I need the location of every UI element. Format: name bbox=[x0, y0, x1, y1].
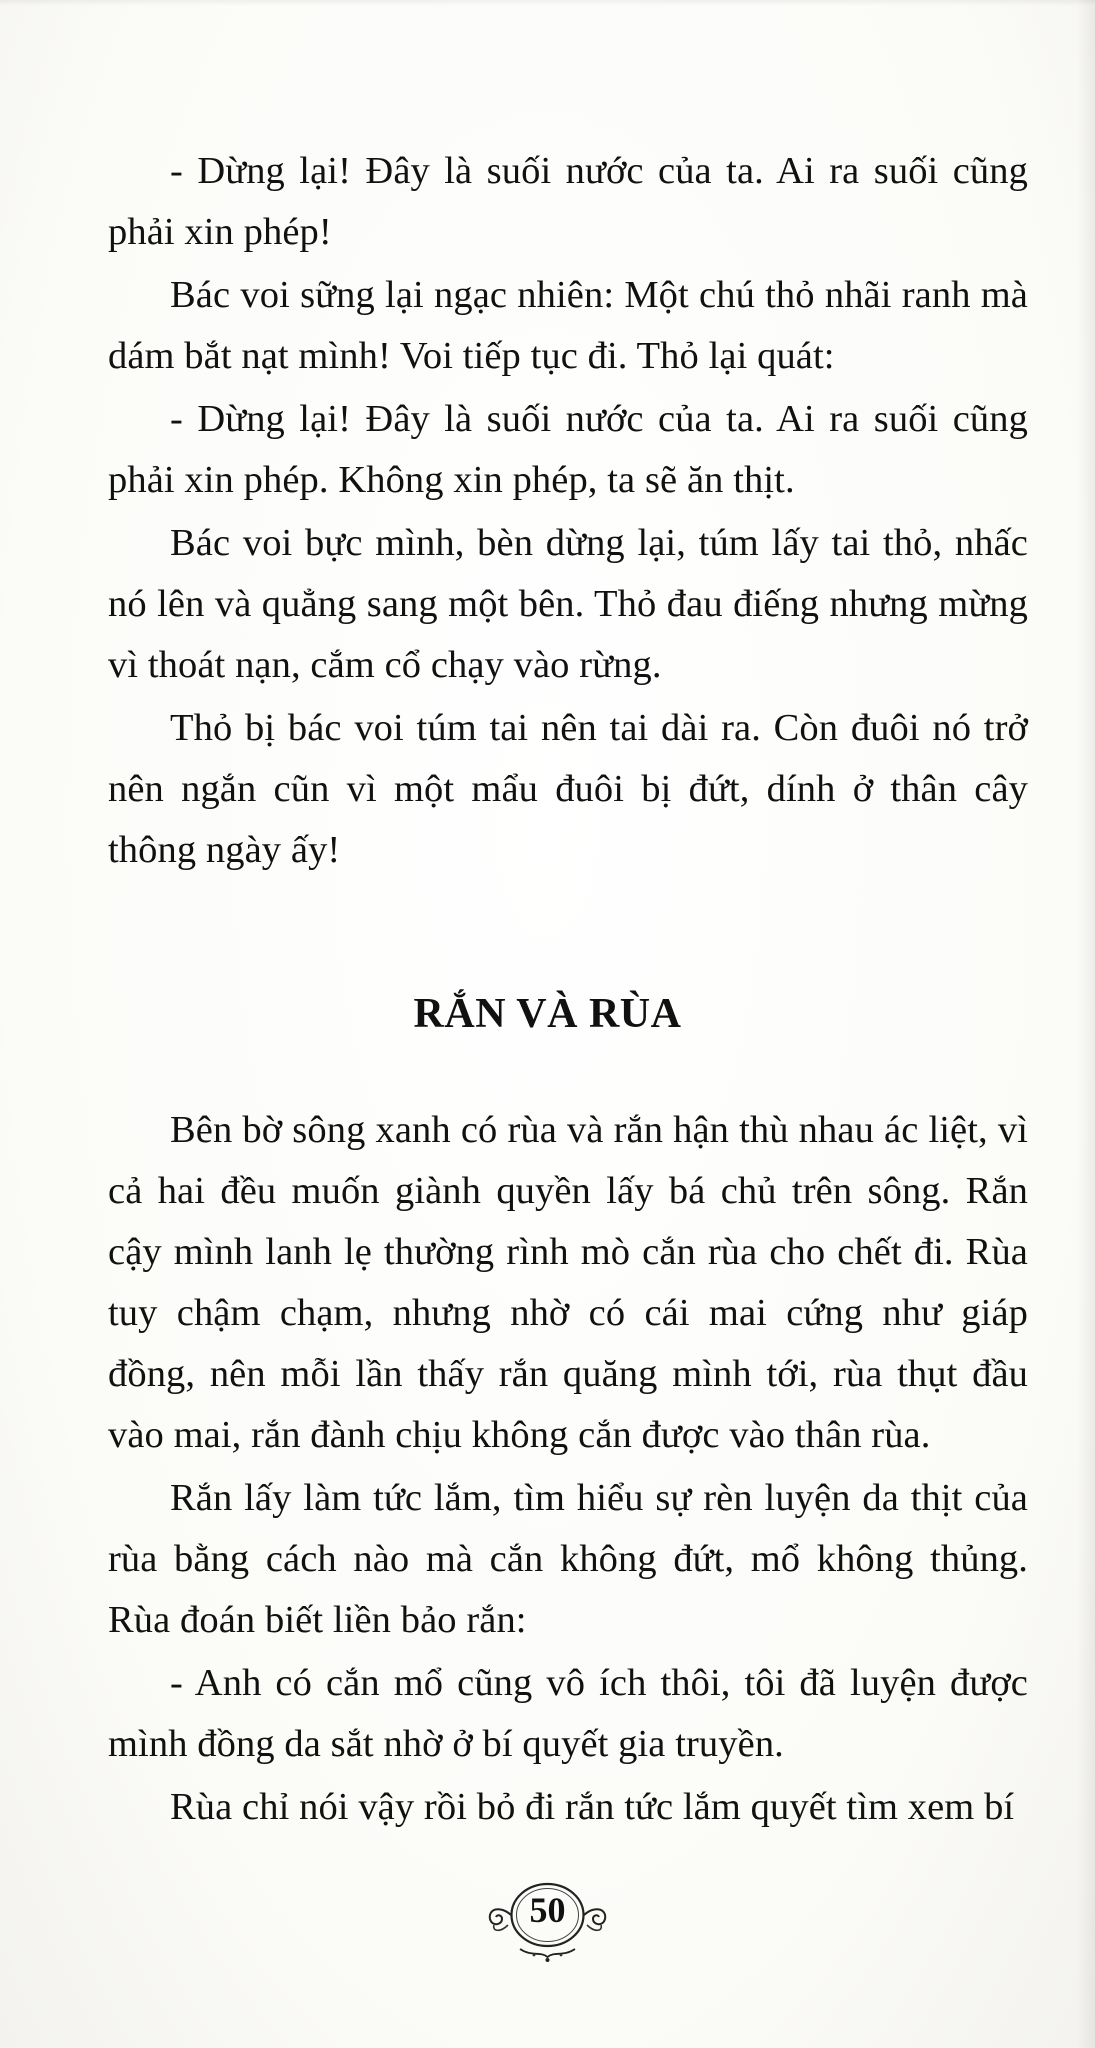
paragraph: - Anh có cắn mổ cũng vô ích thôi, tôi đã luyện được mình đồng da sắt nhờ ở bí quyết gia truyền. bbox=[108, 1662, 1028, 1765]
story-text-top bbox=[108, 141, 1028, 883]
story-text-bottom bbox=[108, 1100, 1028, 1840]
paragraph: Rắn lấy làm tức lắm, tìm hiểu sự rèn luyện da thịt của rùa bằng cách nào mà cắn không đứt, mổ không thủng. Rùa đoán biết liền bảo rắn: bbox=[108, 1477, 1028, 1641]
paragraph: Thỏ bị bác voi túm tai nên tai dài ra. Còn đuôi nó trở nên ngắn cũn vì một mẩu đuôi bị đứt, dính ở thân cây thông ngày ấy! bbox=[108, 707, 1028, 871]
paragraph: Bác voi sững lại ngạc nhiên: Một chú thỏ nhãi ranh mà dám bắt nạt mình! Voi tiếp tục đi. Thỏ lại quát: bbox=[108, 274, 1028, 377]
paragraph: Bác voi bực mình, bèn dừng lại, túm lấy tai thỏ, nhấc nó lên và quẳng sang một bên. Thỏ đau điếng nhưng mừng vì thoát nạn, cắm cổ chạy vào rừng. bbox=[108, 522, 1028, 686]
paragraph: - Dừng lại! Đây là suối nước của ta. Ai ra suối cũng phải xin phép! bbox=[108, 150, 1028, 253]
paragraph: Bên bờ sông xanh có rùa và rắn hận thù nhau ác liệt, vì cả hai đều muốn giành quyền lấy bá chủ trên sông. Rắn cậy mình lanh lẹ thường rình mò cắn rùa cho chết đi. Rùa tuy chậm chạm, nhưng nhờ có cái mai cứng như giáp đồng, nên mỗi lần thấy rắn quăng mình tới, rùa thụt đầu vào mai, rắn đành chịu không cắn được vào thân rùa. bbox=[108, 1109, 1028, 1456]
page-number-ornament bbox=[480, 1875, 615, 1965]
page-top-shadow bbox=[0, 0, 1095, 6]
chapter-title: RẮN VÀ RÙA bbox=[413, 991, 682, 1037]
paragraph: - Dừng lại! Đây là suối nước của ta. Ai ra suối cũng phải xin phép. Không xin phép, ta sẽ ăn thịt. bbox=[108, 398, 1028, 501]
page-number: 50 bbox=[529, 1890, 566, 1930]
paragraph: Rùa chỉ nói vậy rồi bỏ đi rắn tức lắm quyết tìm xem bí bbox=[170, 1786, 1015, 1828]
